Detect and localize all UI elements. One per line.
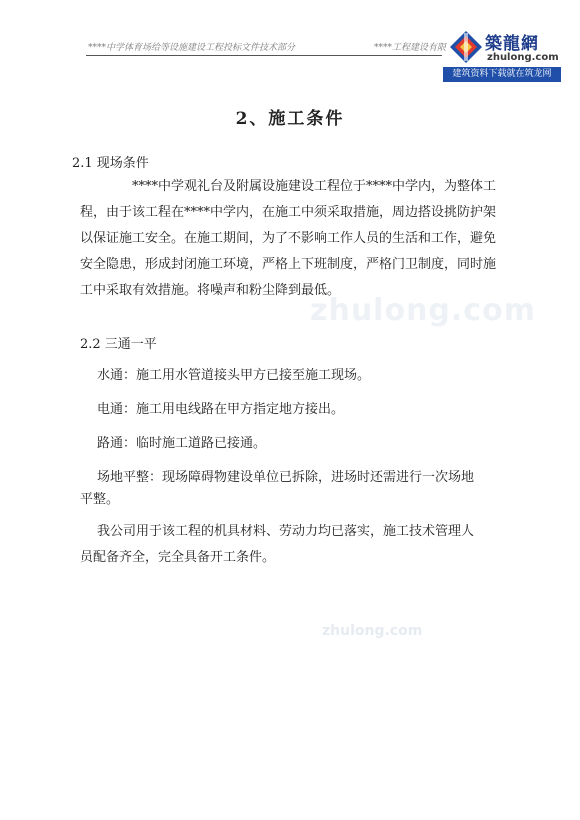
section-2-1-text: ****中学观礼台及附属设施建设工程位于****中学内，为整体工程，由于该工程在****中学内，在施工中须采取措施，周边搭设挑防护架以保证施工安全。在施工期间，为了不影响工作人员的生活和工作，避免安全隐患，形成封闭施工环境，严格上下班制度，严格门卫制度，同时施工中采取有效措施。将噪声和粉尘降到最低。 — [80, 179, 497, 298]
watermark-small: zhulong.com — [322, 623, 423, 639]
logo-domain: zhulong.com — [487, 52, 559, 63]
page-title: 2、施工条件 — [235, 109, 345, 129]
watermark-large: zhulong.com — [310, 293, 536, 328]
logo-chinese-name: 築龍網 — [485, 34, 539, 54]
zhulong-logo-icon — [449, 30, 483, 64]
company-line-1: 我公司用于该工程的机具材料、劳动力均已落实，施工技术管理人 — [97, 524, 475, 539]
section-2-1-paragraph — [80, 174, 500, 304]
site-leveling-line-1: 场地平整：现场障碍物建设单位已拆除，进场时还需进行一次场地 — [97, 470, 475, 485]
road-line: 路通：临时施工道路已接通。 — [97, 436, 267, 451]
header-left-text: ****中学体育场给等设施建设工程投标文件技术部分 — [88, 43, 296, 53]
company-line-2: 员配备齐全，完全具备开工条件。 — [80, 550, 276, 565]
site-leveling-line-2: 平整。 — [80, 492, 120, 507]
section-heading-2-2: 2.2 三通一平 — [80, 337, 157, 352]
water-line: 水通：施工用水管道接头甲方已接至施工现场。 — [97, 368, 371, 383]
section-heading-2-1: 2.1 现场条件 — [72, 156, 149, 171]
logo-slogan: 建筑资料下载就在筑龙网 — [443, 67, 561, 82]
header-right-text: ****工程建设有限 — [374, 43, 447, 53]
zhulong-logo[interactable] — [443, 27, 561, 87]
header-divider — [86, 55, 442, 56]
power-line: 电通：施工用电线路在甲方指定地方接出。 — [97, 402, 345, 417]
